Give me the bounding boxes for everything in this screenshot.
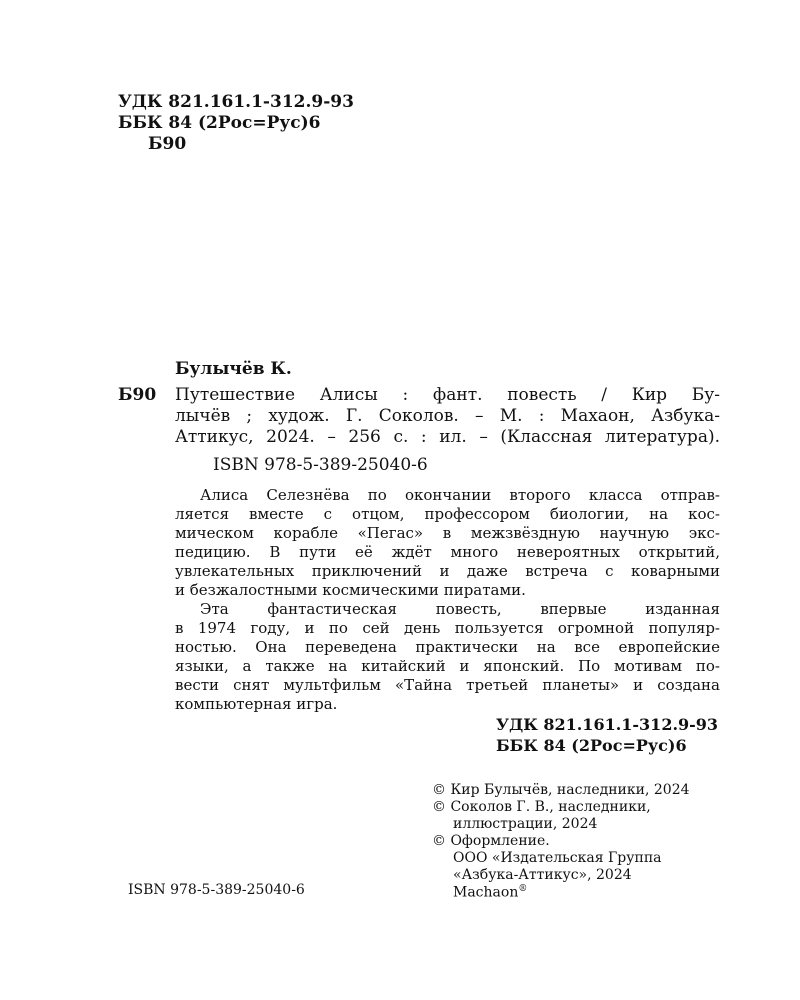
author-mark-top: Б90 (148, 134, 187, 154)
bbk-bottom: ББК 84 (2Рос=Рус)6 (496, 736, 687, 755)
annotation-p1-line-3: мическом корабле «Пегас» в межзвёздную научную экс- (175, 524, 720, 542)
publisher-brand-text: Machaon (453, 884, 519, 901)
annotation-p2-line-4: языки, а также на китайский и японский. По мотивам по- (175, 657, 720, 675)
annotation-p1-line-6: и безжалостными космическими пиратами. (175, 581, 526, 599)
description-line-3: Аттикус, 2024. – 256 с. : ил. – (Классная литература). (175, 427, 720, 447)
copyright-line-2: © Соколов Г. В., наследники, (432, 799, 651, 815)
annotation-p2-line-5: вести снят мультфильм «Тайна третьей планеты» и создана (175, 676, 720, 694)
annotation-p2-line-1: Эта фантастическая повесть, впервые изданная (200, 600, 720, 618)
author-mark-card: Б90 (118, 385, 157, 405)
copyright-line-3: иллюстрации, 2024 (453, 816, 598, 832)
annotation-p2-line-2: в 1974 году, и по сей день пользуется огромной популяр- (175, 619, 720, 637)
copyright-line-4: © Оформление. (432, 833, 550, 849)
author-name: Булычёв К. (175, 359, 292, 379)
annotation-p1-line-1: Алиса Селезнёва по окончании второго класса отправ- (200, 486, 720, 504)
copyright-line-6: «Азбука-Аттикус», 2024 (453, 867, 632, 883)
annotation-p1-line-2: ляется вместе с отцом, профессором биологии, на кос- (175, 505, 720, 523)
udk-bottom: УДК 821.161.1-312.9-93 (496, 715, 719, 734)
description-line-1: Путешествие Алисы : фант. повесть / Кир Бу- (175, 385, 720, 405)
copyright-line-5: ООО «Издательская Группа (453, 850, 662, 866)
isbn-card: ISBN 978-5-389-25040-6 (213, 455, 428, 475)
registered-mark: ® (518, 884, 528, 894)
description-line-2: лычёв ; худож. Г. Соколов. – М. : Махаон, Азбука- (175, 406, 720, 426)
annotation-p2-line-3: ностью. Она переведена практически на все европейские (175, 638, 720, 656)
udk-top: УДК 821.161.1-312.9-93 (118, 92, 354, 112)
copyright-line-1: © Кир Булычёв, наследники, 2024 (432, 782, 690, 798)
copyright-publisher-brand (453, 885, 527, 900)
bbk-top: ББК 84 (2Рос=Рус)6 (118, 113, 321, 133)
annotation-p2-line-6: компьютерная игра. (175, 695, 338, 713)
isbn-bottom: ISBN 978-5-389-25040-6 (128, 882, 305, 898)
annotation-p1-line-4: педицию. В пути её ждёт много невероятных открытий, (175, 543, 720, 561)
annotation-p1-line-5: увлекательных приключений и даже встреча с коварными (175, 562, 720, 580)
